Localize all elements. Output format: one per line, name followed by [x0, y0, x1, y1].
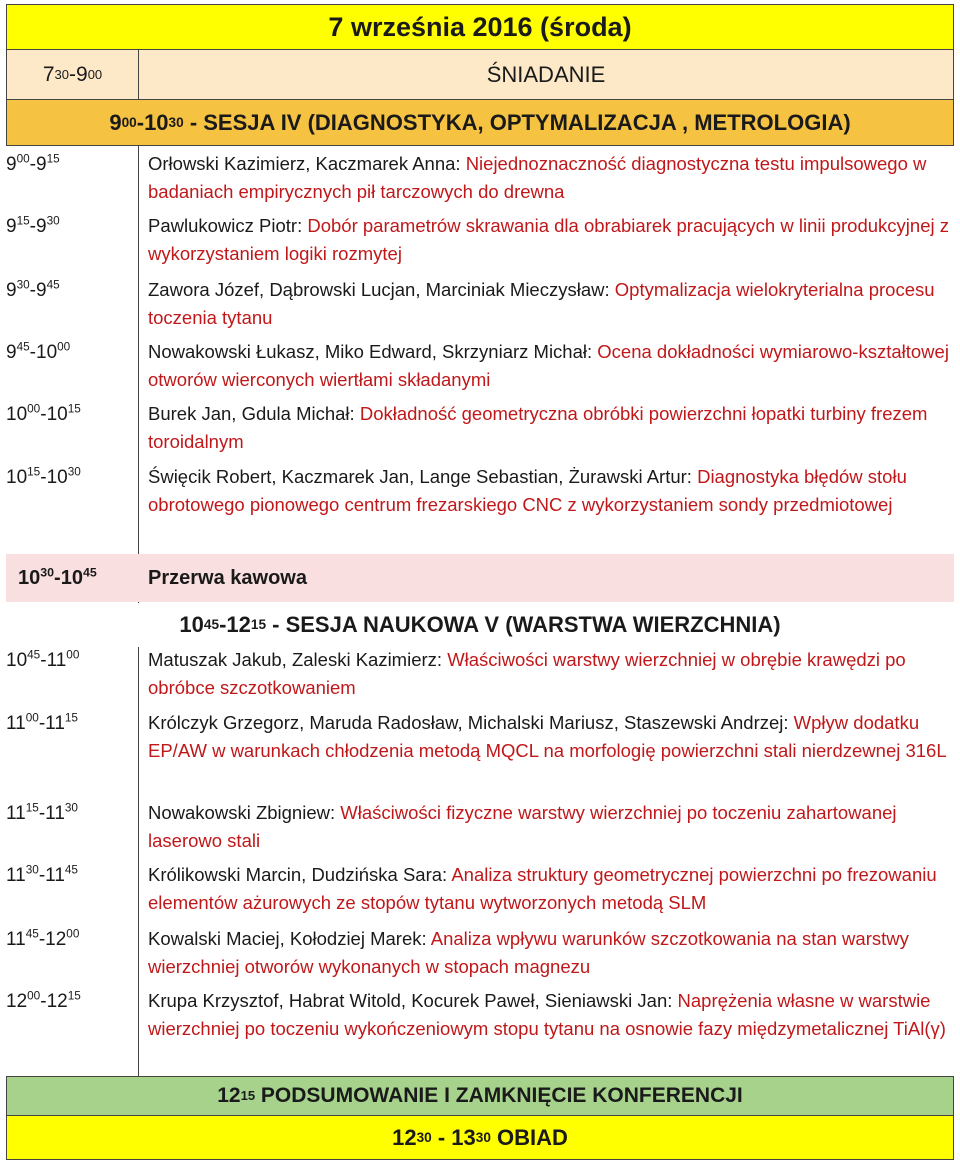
talk-text: Orłowski Kazimierz, Kaczmarek Anna: Niejednoznaczność diagnostyczna testu impulsowego w badaniach empirycznych pił tarczowych do drewna — [148, 153, 927, 202]
talk-row — [6, 987, 954, 1043]
summary-band: 12 15 PODSUMOWANIE I ZAMKNIĘCIE KONFERENCJI — [6, 1076, 954, 1116]
talk-text: Królikowski Marcin, Dudzińska Sara: Analiza struktury geometrycznej powierzchni po frezowaniu elementów ażurowych ze stopów tytanu wytworzonych metodą SLM — [148, 864, 937, 913]
talk-time: $11^{45}-12^{00}$ — [6, 927, 80, 950]
talk-text: Matuszak Jakub, Zaleski Kazimierz: Właściwości warstwy wierzchniej w obrębie krawędzi po obróbce szczotkowaniem — [148, 649, 906, 698]
talk-text: Pawlukowicz Piotr: Dobór parametrów skrawania dla obrabiarek pracujących w linii produkcyjnej z wykorzystaniem logiki rozmytej — [148, 215, 949, 264]
talk-row — [6, 463, 954, 519]
talk-row — [6, 276, 954, 332]
talk-text: Krupa Krzysztof, Habrat Witold, Kocurek Paweł, Sieniawski Jan: Naprężenia własne w warstwie wierzchniej po toczeniu wykończeniowym stopu tytanu na osnowie fazy międzymetalicznej TiAl(γ) — [148, 990, 946, 1039]
talk-text: Burek Jan, Gdula Michał: Dokładność geometryczna obróbki powierzchni łopatki turbiny frezem toroidalnym — [148, 403, 928, 452]
talk-row — [6, 861, 954, 917]
breakfast-time: 7 30 - 9 00 — [7, 50, 139, 99]
talk-time: $9^{30}-9^{45}$ — [6, 278, 60, 301]
talk-row — [6, 709, 954, 765]
talk-time: $9^{00}-9^{15}$ — [6, 152, 60, 175]
talk-time: $10^{45}-11^{00}$ — [6, 648, 80, 671]
coffee-break-label: Przerwa kawowa — [148, 566, 307, 589]
session-5-header: 10 45 - 12 15 - SESJA NAUKOWA V (WARSTWA WIERZCHNIA) — [6, 603, 954, 647]
talk-time: $10^{15}-10^{30}$ — [6, 465, 81, 488]
coffee-break-row — [6, 554, 954, 602]
coffee-break-time: $10^{30}-10^{45}$ — [18, 564, 97, 589]
talk-text: Kowalski Maciej, Kołodziej Marek: Analiza wpływu warunków szczotkowania na stan warstwy wierzchniej otworów wykonanych w stopach magnezu — [148, 928, 909, 977]
talk-row — [6, 212, 954, 268]
talk-text: Nowakowski Zbigniew: Właściwości fizyczne warstwy wierzchniej po toczeniu zahartowanej laserowo stali — [148, 802, 897, 851]
talk-time: $9^{45}-10^{00}$ — [6, 340, 71, 363]
talk-time: $9^{15}-9^{30}$ — [6, 214, 60, 237]
talk-row — [6, 400, 954, 456]
lunch-band: 12 30 - 13 30 OBIAD — [6, 1116, 954, 1160]
talk-row — [6, 646, 954, 702]
talk-text: Królczyk Grzegorz, Maruda Radosław, Michalski Mariusz, Staszewski Andrzej: Wpływ dodatku EP/AW w warunkach chłodzenia metodą MQCL na morfologię powierzchni stali nierdzewnej 316L — [148, 712, 947, 761]
session-4-header: 9 00 - 10 30 - SESJA IV (DIAGNOSTYKA, OPTYMALIZACJA , METROLOGIA) — [6, 100, 954, 146]
talk-row — [6, 338, 954, 394]
breakfast-label: ŚNIADANIE — [486, 61, 606, 87]
talk-row — [6, 150, 954, 206]
talk-time: $11^{15}-11^{30}$ — [6, 801, 78, 824]
talk-text: Zawora Józef, Dąbrowski Lucjan, Marciniak Mieczysław: Optymalizacja wielokryterialna procesu toczenia tytanu — [148, 279, 935, 328]
talk-row — [6, 799, 954, 855]
talk-time: $10^{00}-10^{15}$ — [6, 402, 81, 425]
day-title: 7 września 2016 (środa) — [6, 4, 954, 50]
talk-text: Nowakowski Łukasz, Miko Edward, Skrzyniarz Michał: Ocena dokładności wymiarowo-kształtowej otworów wierconych wiertłami składanymi — [148, 341, 949, 390]
breakfast-row — [6, 50, 954, 100]
talk-text: Święcik Robert, Kaczmarek Jan, Lange Sebastian, Żurawski Artur: Diagnostyka błędów stołu obrotowego pionowego centrum frezarskiego CNC z wykorzystaniem sondy przedmiotowej — [148, 466, 907, 515]
talk-time: $11^{30}-11^{45}$ — [6, 863, 78, 886]
talk-time: $12^{00}-12^{15}$ — [6, 989, 81, 1012]
talk-row — [6, 925, 954, 981]
talk-time: $11^{00}-11^{15}$ — [6, 711, 78, 734]
